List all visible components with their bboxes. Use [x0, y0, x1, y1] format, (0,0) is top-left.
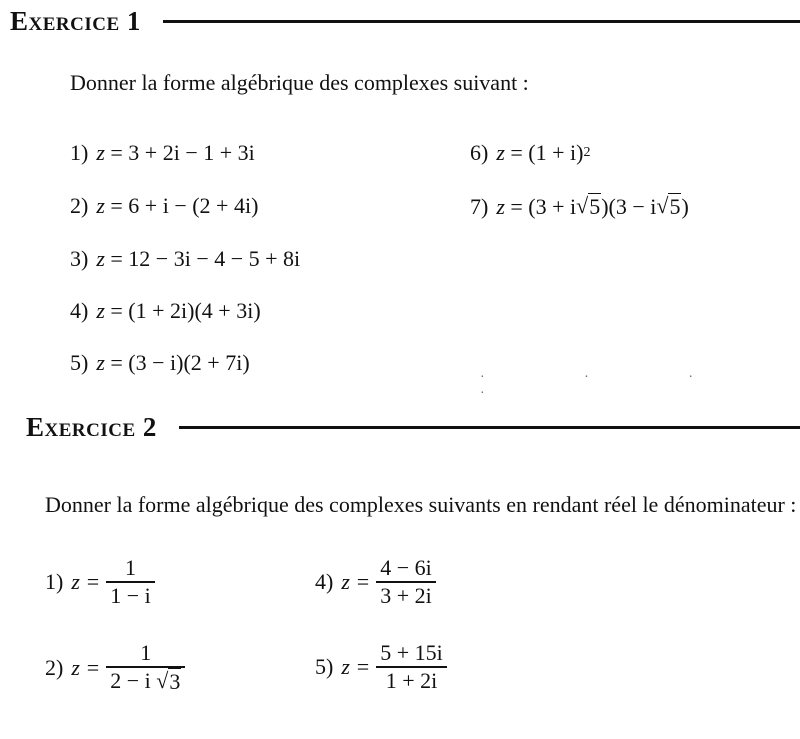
radicand: 5: [589, 194, 601, 219]
ex1-item-6: [470, 140, 590, 166]
exponent: 2: [583, 145, 591, 160]
exercise-2-title: Exercice 2: [26, 412, 157, 442]
expression: = (1 + 2i)(4 + 3i): [110, 298, 261, 323]
variable: z =: [71, 569, 101, 594]
variable: z: [96, 193, 105, 218]
variable: z =: [341, 654, 371, 679]
fraction: [106, 640, 185, 695]
numerator: 1: [140, 640, 152, 665]
ex2-item-5: [315, 640, 447, 694]
item-number: 4): [315, 569, 334, 594]
radicand: 5: [669, 194, 681, 219]
exercise-2-heading: [26, 412, 800, 443]
item-number: 3): [70, 246, 89, 271]
denominator: 1 + 2i: [385, 668, 438, 693]
item-number: 7): [470, 193, 489, 219]
item-number: 6): [470, 140, 489, 165]
denominator: 1 − i: [110, 583, 151, 608]
expression: = (1 + i): [510, 140, 584, 165]
item-number: 2): [45, 654, 64, 680]
exercise-1-heading: [10, 6, 800, 37]
item-number: 2): [70, 193, 89, 218]
item-number: 1): [70, 140, 89, 165]
square-root: √ 5: [576, 193, 601, 219]
variable: z: [96, 298, 105, 323]
denominator: 3 + 2i: [380, 583, 432, 608]
exercise-1-instruction: Donner la forme algébrique des complexes suivant :: [70, 70, 529, 95]
ex1-item-5: [70, 350, 250, 376]
square-root: √ 3: [156, 668, 181, 694]
variable: z: [96, 350, 105, 375]
ex2-item-2: [45, 640, 185, 695]
variable: z: [96, 140, 105, 165]
exercise-1-title: Exercice 1: [10, 6, 141, 36]
expression: = (3 − i)(2 + 7i): [110, 350, 250, 375]
fraction: [376, 555, 436, 609]
ex1-item-2: [70, 193, 258, 219]
expression-part: = (3 + i: [510, 193, 577, 219]
variable: z =: [71, 654, 101, 680]
numerator: 5 + 15i: [380, 640, 443, 665]
variable: z: [96, 246, 105, 271]
fraction: [376, 640, 447, 694]
faint-dots: · · · ·: [480, 370, 741, 401]
ex1-item-1: [70, 140, 255, 166]
ex2-item-1: [45, 555, 155, 609]
ex1-item-4: [70, 298, 261, 324]
variable: z: [496, 140, 505, 165]
expression-part: ): [681, 193, 689, 219]
expression: = 12 − 3i − 4 − 5 + 8i: [110, 246, 301, 271]
numerator: 1: [125, 555, 137, 580]
variable: z: [496, 193, 505, 219]
fraction: [106, 555, 155, 609]
exercise-2-rule: [179, 426, 800, 429]
ex1-item-3: [70, 246, 300, 272]
square-root: √ 5: [656, 193, 681, 219]
denominator-part: 2 − i: [110, 668, 151, 693]
variable: z =: [341, 569, 371, 594]
item-number: 4): [70, 298, 89, 323]
exercise-1-rule: [163, 20, 800, 23]
expression: = 6 + i − (2 + 4i): [110, 193, 259, 218]
exercise-2-instruction: Donner la forme algébrique des complexes suivants en rendant réel le dénominateur :: [45, 492, 797, 517]
item-number: 5): [70, 350, 89, 375]
denominator: [106, 668, 185, 695]
radicand: 3: [169, 669, 181, 694]
item-number: 1): [45, 569, 64, 594]
expression: = 3 + 2i − 1 + 3i: [110, 140, 255, 165]
ex2-item-4: [315, 555, 436, 609]
item-number: 5): [315, 654, 334, 679]
ex1-item-7: [470, 193, 689, 220]
expression-part: )(3 − i: [601, 193, 657, 219]
numerator: 4 − 6i: [380, 555, 432, 580]
